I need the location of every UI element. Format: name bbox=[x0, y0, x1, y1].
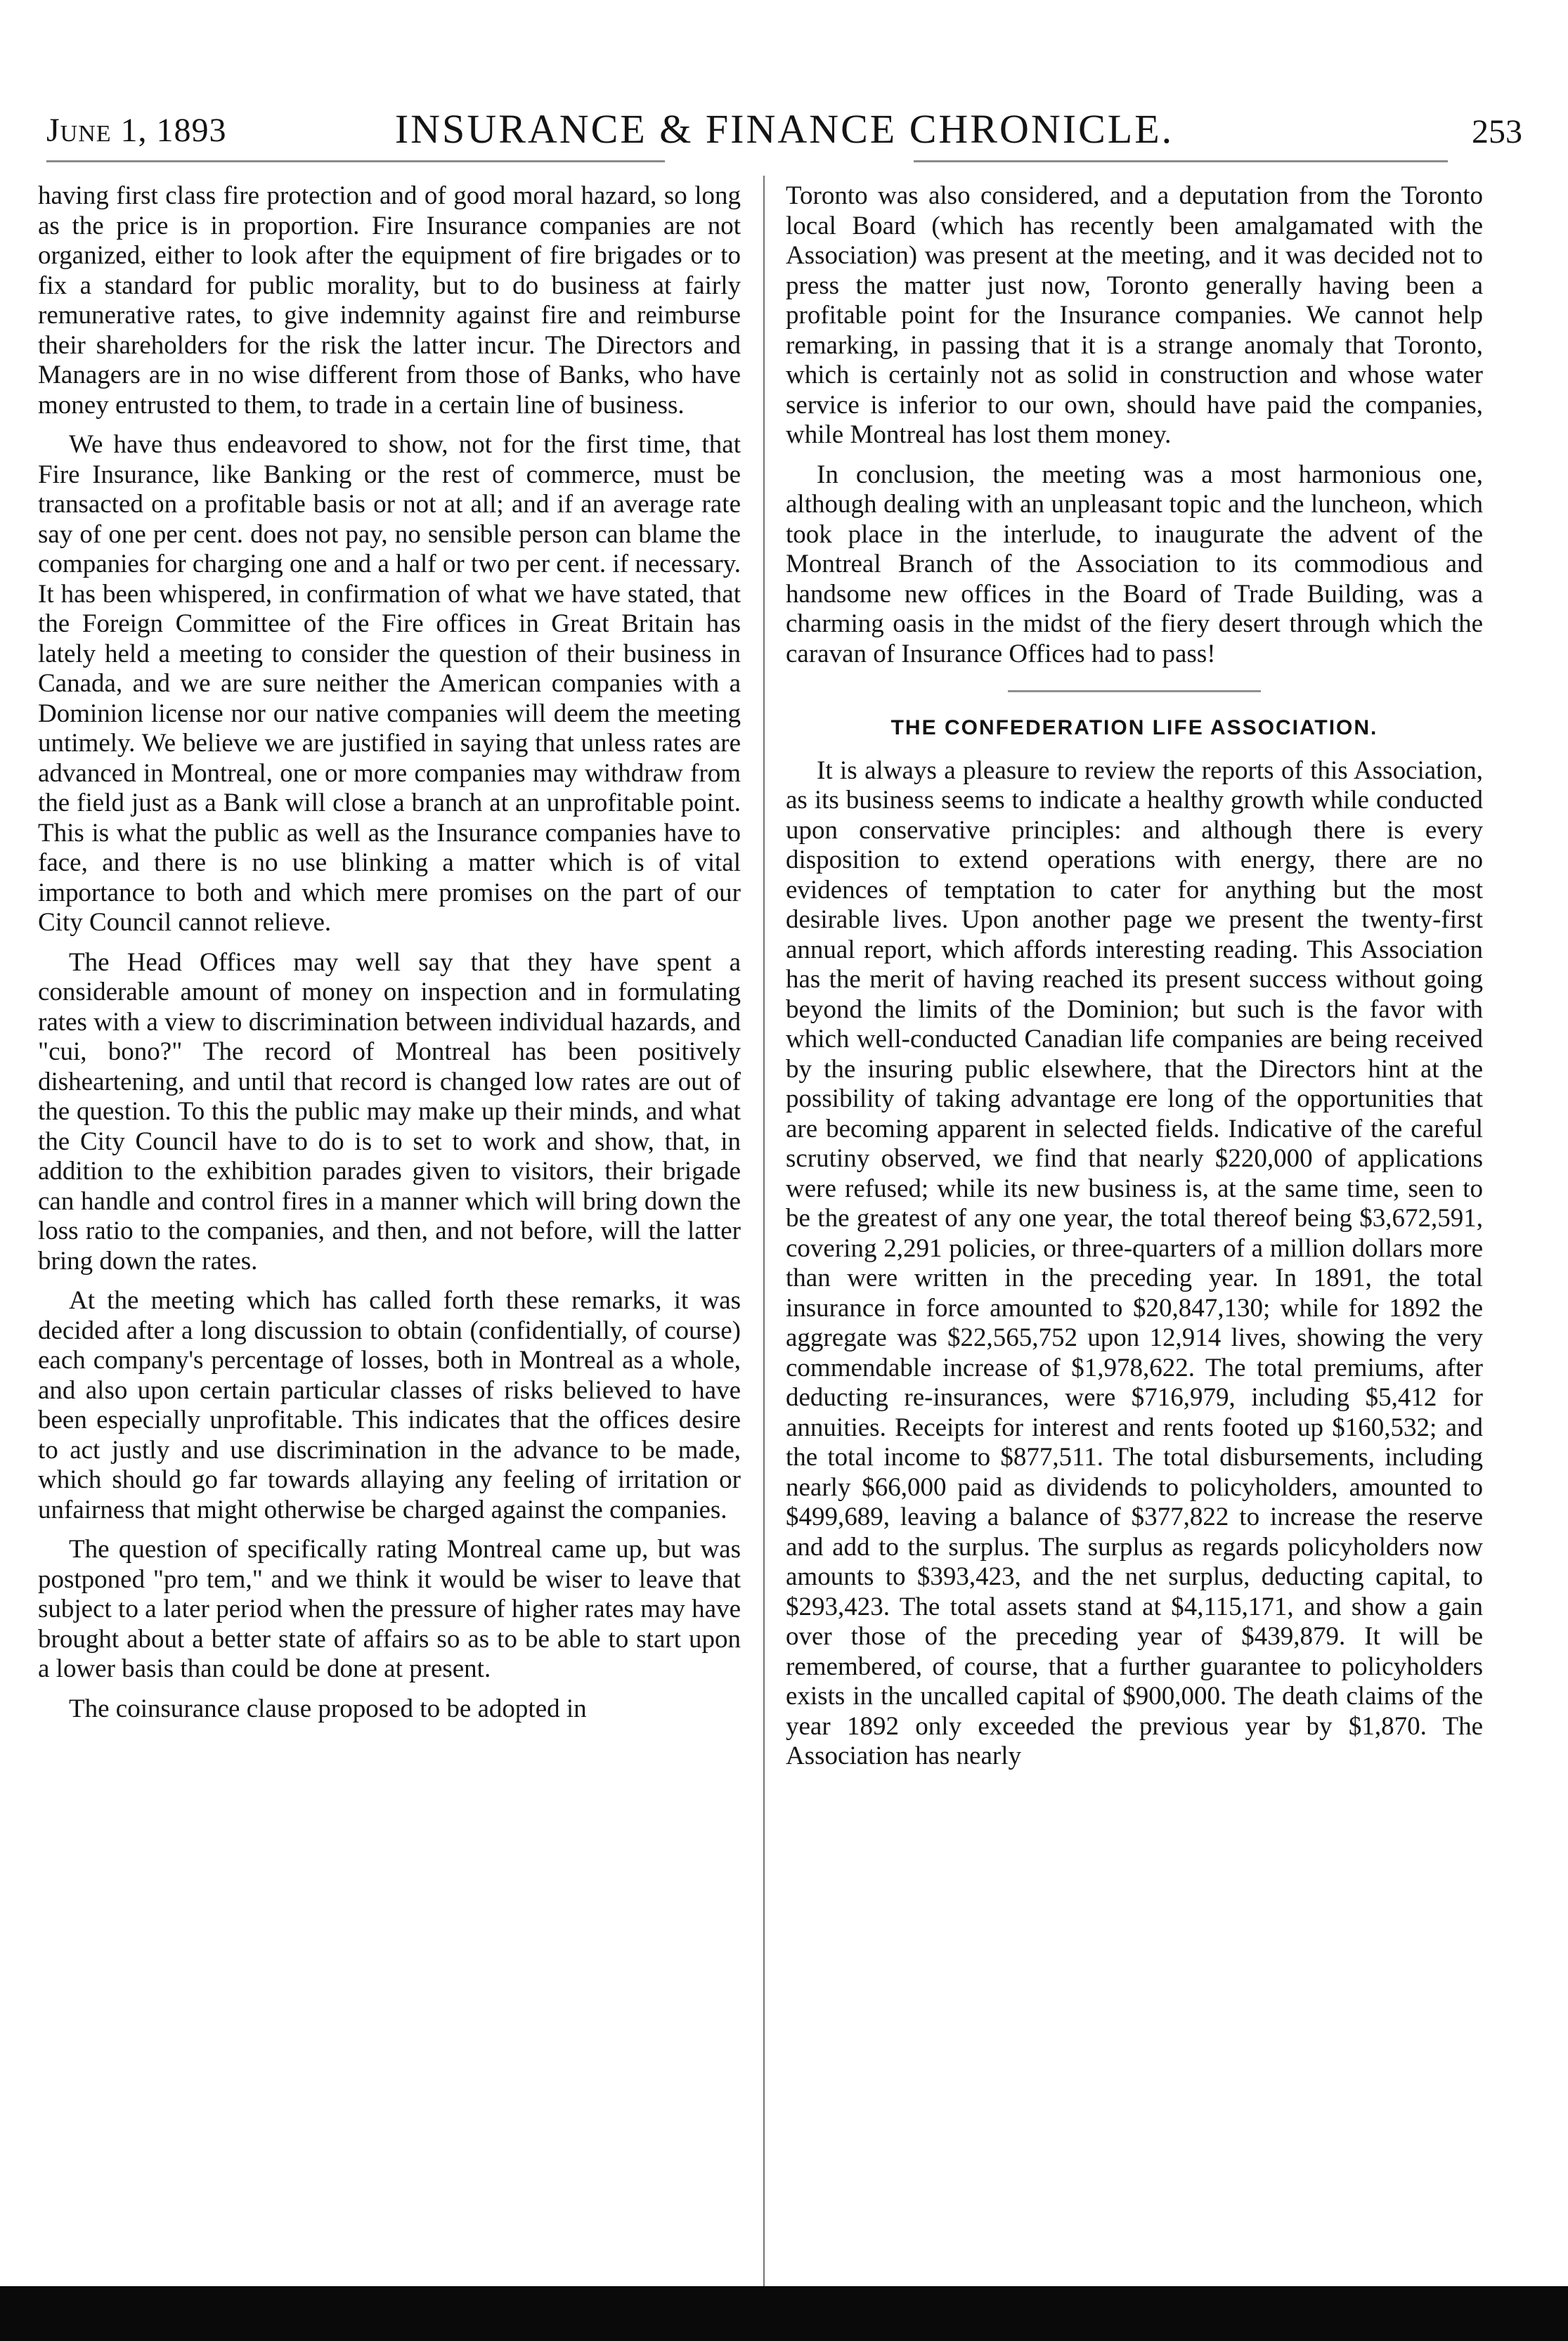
left-paragraph-6: The coinsurance clause proposed to be adopted in bbox=[69, 1694, 587, 1723]
article-paragraph-1: It is always a pleasure to review the reports of this Association, as its business seems to indicate a healthy growth while conducted upon conservative principles: and although there is every disposition to extend operations with energy, there are no evidences of temptation to cater for anything but the most desirable lives. Upon another page we present the twenty-first annual report, which affords interesting reading. This Association has the merit of having reached its present success without going beyond the limits of the Dominion; but such is the favor with which well-conducted Canadian life companies are being received by the insuring public elsewhere, that the Directors hint at the possibility of taking advantage ere long of the opportunities that are becoming apparent in selected fields. Indicative of the careful scrutiny observed, we find that nearly $220,000 of applications were refused; while its new business is, at the same time, seen to be the greatest of any one year, the total thereof being $3,672,591, covering 2,291 policies, or three-quarters of a million dollars more than were written in the preceding year. In 1891, the total insurance in force amounted to $20,847,130; while for 1892 the aggregate was $22,565,752 upon 12,914 lives, showing the very commendable increase of $1,978,622. The total premiums, after deducting re-insurances, were $716,979, including $5,412 for annuities. Receipts for interest and rents footed up $160,532; and the total income to $877,511. The total disbursements, including nearly $66,000 paid as dividends to policyholders, amounted to $499,689, leaving a balance of $377,822 to increase the reserve and add to the surplus. The surplus as regards policyholders now amounts to $393,423, and the net surplus, deducting capital, to $293,423. The total assets stand at $4,115,171, and show a gain over those of the preceding year of $439,879. It will be remembered, of course, that a further guarantee to policyholders exists in the uncalled capital of $900,000. The death claims of the year 1892 only exceeded the previous year by $1,870. The Association has nearly bbox=[786, 756, 1483, 1770]
scan-edge-bar bbox=[0, 2286, 1568, 2341]
section-divider bbox=[1008, 690, 1261, 692]
left-paragraph-5: The question of specifically rating Montreal came up, but was postponed "pro tem," and we think it would be wiser to leave that subject to a later period when the pressure of higher rates may have brought about a better state of affairs so as to be able to start upon a lower basis than could be done at present. bbox=[38, 1535, 741, 1683]
right-column bbox=[786, 181, 1483, 1782]
right-paragraph-2: In conclusion, the meeting was a most harmonious one, although dealing with an unpleasant topic and the luncheon, which took place in the interlude, to inaugurate the advent of the Montreal Branch of the Association to its commodious and handsome new offices in the Board of Trade Building, was a charming oasis in the midst of the fiery desert through which the caravan of Insurance Offices had to pass! bbox=[786, 460, 1483, 668]
section-heading: THE CONFEDERATION LIFE ASSOCIATION. bbox=[890, 716, 1378, 739]
publication-title: INSURANCE & FINANCE CHRONICLE. bbox=[394, 106, 1174, 152]
right-paragraph-1: Toronto was also considered, and a deputation from the Toronto local Board (which has recently been amalgamated with the Association) was present at the meeting, and it was decided not to press the matter just now, Toronto generally having been a profitable point for the Insurance companies. We cannot help remarking, in passing that it is a strange anomaly that Toronto, which is certainly not as solid in construction and whose water service is inferior to our own, should have paid the companies, while Montreal has lost them money. bbox=[786, 181, 1483, 449]
header-rule-right bbox=[914, 160, 1448, 162]
left-paragraph-3: The Head Offices may well say that they have spent a considerable amount of money on inspection and in formulating rates with a view to discrimination between individual hazards, and "cui, bono?" The record of Montreal has been positively disheartening, and until that record is changed low rates are out of the question. To this the public may make up their minds, and what the City Council have to do is to set to work and show, that, in addition to the exhibition parades given to visitors, their brigade can handle and control fires in a manner which will bring down the loss ratio to the companies, and then, and not before, will the latter bring down the rates. bbox=[38, 947, 741, 1276]
left-paragraph-2: We have thus endeavored to show, not for the first time, that Fire Insurance, like Banking or the rest of commerce, must be transacted on a profitable basis or not at all; and if an average rate say of one per cent. does not pay, no sensible person can blame the companies for charging one and a half or two per cent. if necessary. It has been whispered, in confirmation of what we have stated, that the Foreign Committee of the Fire offices in Great Britain has lately held a meeting to consider the question of their business in Canada, and we are sure neither the American companies with a Dominion license nor our native companies will deem the meeting untimely. We believe we are justified in saying that unless rates are advanced in Montreal, one or more companies may withdraw from the field just as a Bank will close a branch at an unprofitable point. This is what the public as well as the Insurance companies have to face, and there is no use blinking a matter which is of vital importance to both and which mere promises on the part of our City Council cannot relieve. bbox=[38, 430, 741, 937]
left-paragraph-4: At the meeting which has called forth these remarks, it was decided after a long discussion to obtain (confidentially, of course) each company's percentage of losses, both in Montreal as a whole, and also upon certain particular classes of risks believed to have been especially unprofitable. This indicates that the offices desire to act justly and use discrimination in the advance to be made, which should go far towards allaying any feeling of irritation or unfairness that might otherwise be charged against the companies. bbox=[38, 1286, 741, 1524]
running-head bbox=[46, 105, 1522, 162]
page-number: 253 bbox=[1472, 113, 1522, 150]
left-paragraph-1: having first class fire protection and of good moral hazard, so long as the price is in proportion. Fire Insurance companies are not organized, either to look after the equipment of fire brigades or to fix a standard for public morality, but to do business at fairly remunerative rates, to give indemnity against fire and reimburse their shareholders for the risk the latter incur. The Directors and Managers are in no wise different from those of Banks, who have money entrusted to them, to trade in a certain line of business. bbox=[38, 181, 741, 420]
column-divider bbox=[763, 176, 765, 2340]
issue-date: June 1, 1893 bbox=[46, 112, 227, 149]
header-rule-left bbox=[46, 160, 665, 162]
left-column bbox=[38, 181, 741, 1734]
